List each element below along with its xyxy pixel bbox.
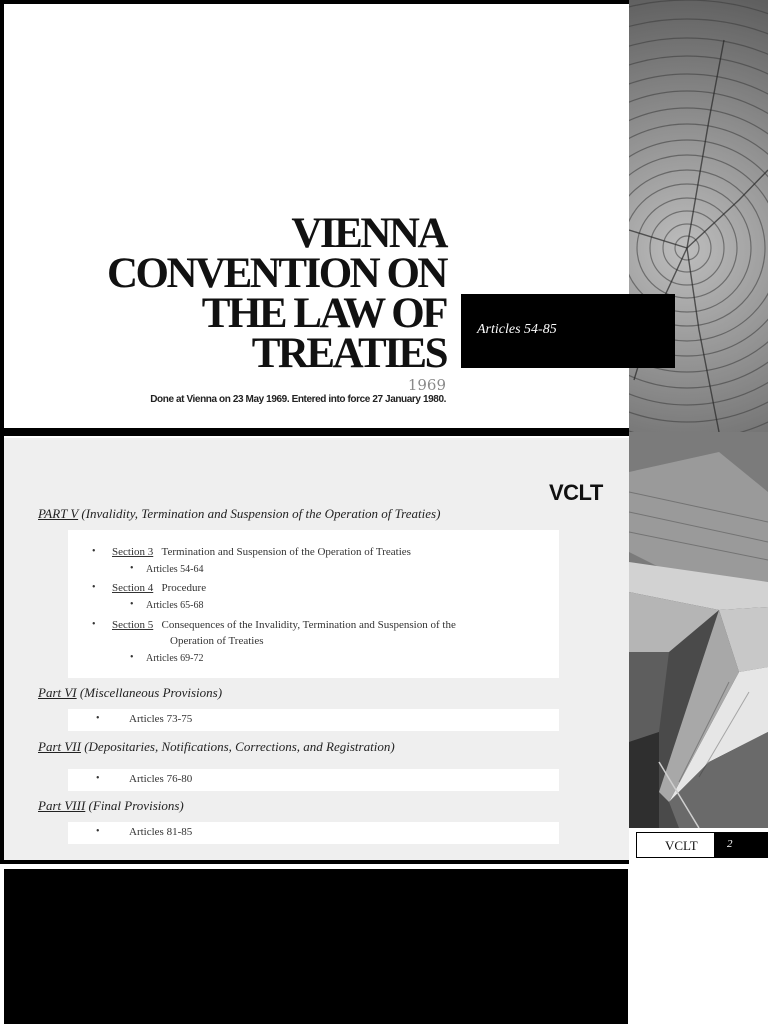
part-label: Part VI	[38, 685, 77, 700]
title-line: TREATIES	[251, 330, 446, 377]
bullet-icon: •	[96, 773, 100, 784]
section-label: Section 4	[112, 582, 154, 594]
bullet-icon: •	[96, 713, 100, 724]
bullet-icon: •	[92, 619, 96, 630]
part-v-heading	[38, 506, 440, 522]
next-slide-partial	[4, 869, 628, 1024]
list-item	[112, 582, 206, 594]
title-line: THE LAW OF	[201, 290, 446, 337]
section-label: Section 3	[112, 546, 154, 558]
part-description: (Final Provisions)	[85, 798, 184, 813]
part-label: Part VII	[38, 739, 81, 754]
list-item	[112, 619, 456, 631]
section-label: Section 5	[112, 619, 154, 631]
footer-label-box	[636, 832, 715, 858]
part-viii-heading	[38, 798, 184, 814]
articles-item: Articles 73-75	[129, 713, 193, 725]
articles-range-box	[461, 294, 675, 368]
articles-item: Articles 76-80	[129, 773, 193, 785]
bullet-icon: •	[96, 826, 100, 837]
part-description: (Invalidity, Termination and Suspension of the Operation of Treaties)	[78, 506, 441, 521]
slide-heading: VCLT	[549, 480, 603, 505]
section-title-continued: Operation of Treaties	[170, 635, 264, 647]
articles-range-label: Articles 54-85	[477, 322, 557, 337]
section-title: Procedure	[161, 582, 207, 594]
articles-item: Articles 81-85	[129, 826, 193, 838]
wooden-star-photo	[629, 432, 768, 828]
articles-item: Articles 65-68	[146, 600, 204, 611]
footer-label: VCLT	[665, 838, 698, 853]
adoption-note: Done at Vienna on 23 May 1969. Entered into force 27 January 1980.	[150, 394, 446, 405]
page-number: 2	[727, 838, 733, 850]
part-description: (Miscellaneous Provisions)	[76, 685, 223, 700]
title-slide	[0, 0, 768, 432]
part-label: Part VIII	[38, 798, 86, 813]
part-vii-box	[68, 769, 559, 791]
part-vii-heading	[38, 739, 395, 755]
bullet-icon: •	[92, 582, 96, 593]
part-vi-box	[68, 709, 559, 731]
part-label: PART V	[38, 506, 79, 521]
part-viii-box	[68, 822, 559, 844]
articles-item: Articles 54-64	[146, 564, 204, 575]
part-vi-heading	[38, 685, 222, 701]
page-number-box	[715, 832, 768, 858]
bullet-icon: •	[130, 652, 134, 663]
wooden-star-graphic	[629, 432, 768, 828]
list-item	[112, 546, 411, 558]
articles-item: Articles 69-72	[146, 653, 204, 664]
contents-slide-frame	[0, 432, 629, 864]
title-line: VIENNA	[291, 210, 446, 257]
part-v-sections-box	[68, 530, 559, 678]
bullet-icon: •	[130, 563, 134, 574]
presentation-title	[106, 210, 446, 377]
section-title: Termination and Suspension of the Operation of Treaties	[161, 546, 411, 558]
bullet-icon: •	[92, 546, 96, 557]
bullet-icon: •	[130, 599, 134, 610]
contents-slide	[0, 432, 768, 864]
part-description: (Depositaries, Notifications, Corrections, and Registration)	[80, 739, 395, 754]
title-line: CONVENTION ON	[106, 250, 446, 297]
year-label: 1969	[407, 376, 446, 394]
section-title: Consequences of the Invalidity, Termination and Suspension of the	[161, 619, 456, 631]
